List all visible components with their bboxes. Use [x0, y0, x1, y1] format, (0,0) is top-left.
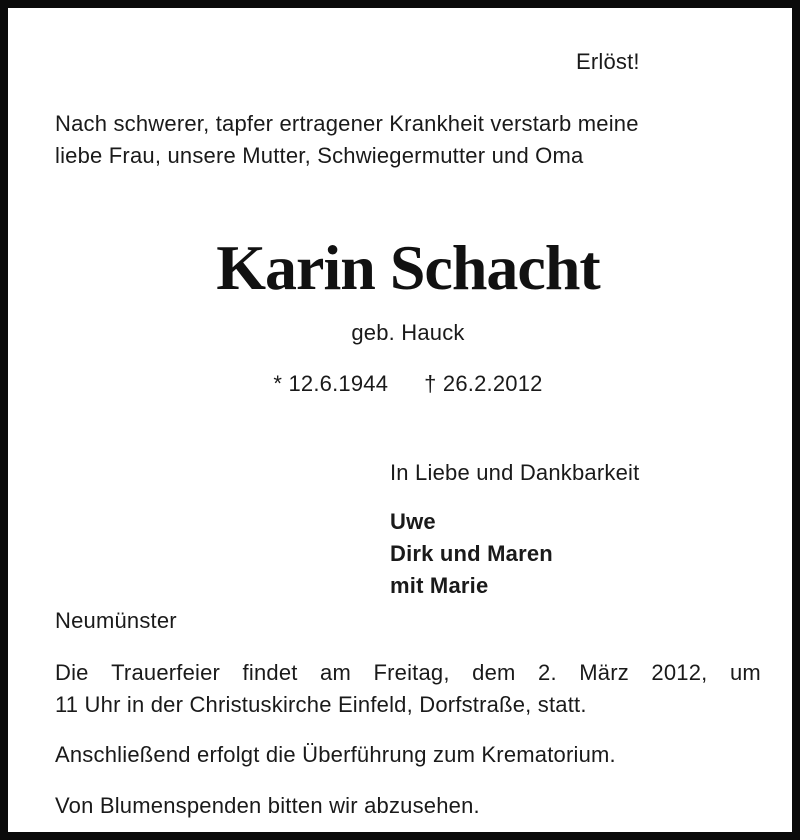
ceremony-word: am — [320, 660, 352, 685]
ceremony-line-1 — [55, 657, 761, 689]
birth-name: geb. Hauck — [351, 320, 465, 345]
ceremony-word: dem — [472, 660, 516, 685]
flowers-text: Von Blumenspenden bitten wir abzusehen. — [55, 793, 480, 818]
ceremony-word: 2. — [538, 660, 557, 685]
ceremony-word: März — [579, 660, 629, 685]
ceremony-word: findet — [242, 660, 298, 685]
intro-line-2: liebe Frau, unsere Mutter, Schwiegermutter und Oma — [55, 143, 584, 168]
ceremony-word: 2012, — [651, 660, 708, 685]
intro-text — [55, 108, 761, 172]
ceremony-word: Trauerfeier — [111, 660, 221, 685]
afterwards-text: Anschließend erfolgt die Überführung zum Krematorium. — [55, 742, 616, 767]
ceremony-word: um — [729, 660, 761, 685]
ceremony-text — [55, 657, 761, 721]
ceremony-word: Die — [55, 660, 89, 685]
family-member: Uwe — [390, 509, 436, 534]
intro-line-1: Nach schwerer, tapfer ertragener Krankheit verstarb meine — [55, 111, 639, 136]
life-dates — [8, 368, 800, 400]
family-member: mit Marie — [390, 573, 489, 598]
family-list — [390, 506, 553, 602]
closing-phrase: In Liebe und Dankbarkeit — [390, 460, 640, 485]
birth-date: * 12.6.1944 — [273, 371, 389, 396]
death-date: † 26.2.2012 — [424, 371, 543, 396]
ceremony-word: Freitag, — [373, 660, 450, 685]
deceased-name: Karin Schacht — [216, 232, 600, 303]
place-name: Neumünster — [55, 608, 177, 633]
motto-text: Erlöst! — [576, 49, 640, 74]
ceremony-line-2: 11 Uhr in der Christuskirche Einfeld, Dorfstraße, statt. — [55, 692, 587, 717]
family-member: Dirk und Maren — [390, 541, 553, 566]
